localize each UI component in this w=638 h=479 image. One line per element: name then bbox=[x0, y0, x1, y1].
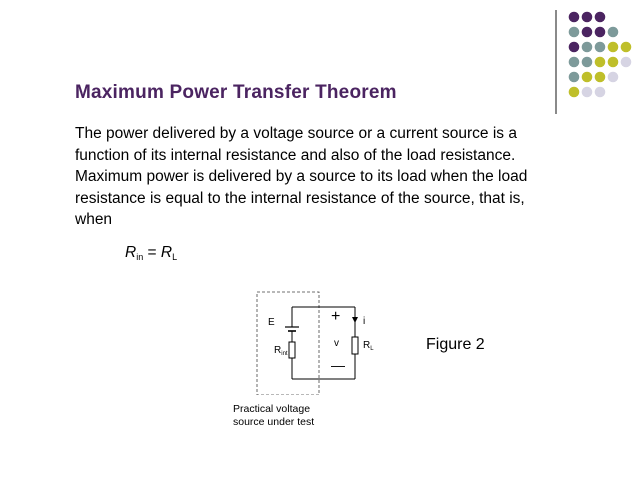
decorative-dot bbox=[595, 87, 606, 98]
decorative-dot bbox=[582, 72, 593, 83]
equation-right-sub: L bbox=[172, 252, 178, 262]
decorative-dot bbox=[595, 57, 606, 68]
source-label: E bbox=[268, 317, 275, 328]
decorative-dot bbox=[595, 27, 606, 38]
decorative-dot bbox=[582, 87, 593, 98]
current-arrow bbox=[352, 317, 358, 323]
rint-resistor bbox=[289, 342, 295, 358]
decorative-dot bbox=[569, 27, 580, 38]
decorative-dot bbox=[595, 72, 606, 83]
decorative-dot bbox=[595, 42, 606, 53]
decorative-dot bbox=[582, 12, 593, 23]
caption-line-1: Practical voltage bbox=[233, 403, 311, 415]
plus-sign: + bbox=[331, 308, 341, 325]
decorative-dot bbox=[569, 12, 580, 23]
slide-title: Maximum Power Transfer Theorem bbox=[75, 82, 397, 103]
equation-left-var: R bbox=[125, 244, 137, 261]
equation-right-var: R bbox=[160, 244, 173, 261]
decorative-dot bbox=[582, 42, 593, 53]
rint-label: $R_{int}$ bbox=[274, 345, 288, 357]
decorative-dot bbox=[569, 42, 580, 53]
voltage-label: v bbox=[334, 338, 339, 349]
minus-sign: — bbox=[331, 357, 345, 373]
equation-left-sub: in bbox=[136, 252, 144, 262]
decorative-dot bbox=[582, 27, 593, 38]
circuit-caption bbox=[233, 403, 314, 429]
figure-label: Figure 2 bbox=[426, 336, 485, 353]
current-label: i bbox=[363, 316, 366, 327]
decorative-dot bbox=[582, 57, 593, 68]
circuit-diagram bbox=[245, 285, 385, 395]
decorative-vertical-line bbox=[555, 10, 557, 114]
decorative-dot bbox=[569, 72, 580, 83]
decorative-dot bbox=[569, 57, 580, 68]
decorative-dot bbox=[621, 42, 632, 53]
equation-equals: = bbox=[147, 244, 157, 261]
load-label: $R_L$ bbox=[363, 340, 374, 352]
equation bbox=[125, 244, 177, 262]
decorative-dot bbox=[608, 72, 619, 83]
decorative-dot bbox=[595, 12, 606, 23]
decorative-dot bbox=[569, 87, 580, 98]
caption-line-2: source under test bbox=[233, 416, 315, 428]
decorative-dot bbox=[608, 27, 619, 38]
decorative-dot bbox=[608, 42, 619, 53]
decorative-dot bbox=[608, 57, 619, 68]
decorative-dot bbox=[621, 57, 632, 68]
slide-paragraph: The power delivered by a voltage source or a current source is a function of its internal resistance and also of the load resistance. Maximum power is delivered by a source to its load when the load resistance is equal to the internal resistance of the source, that is, when bbox=[75, 125, 528, 229]
load-resistor bbox=[352, 337, 358, 354]
